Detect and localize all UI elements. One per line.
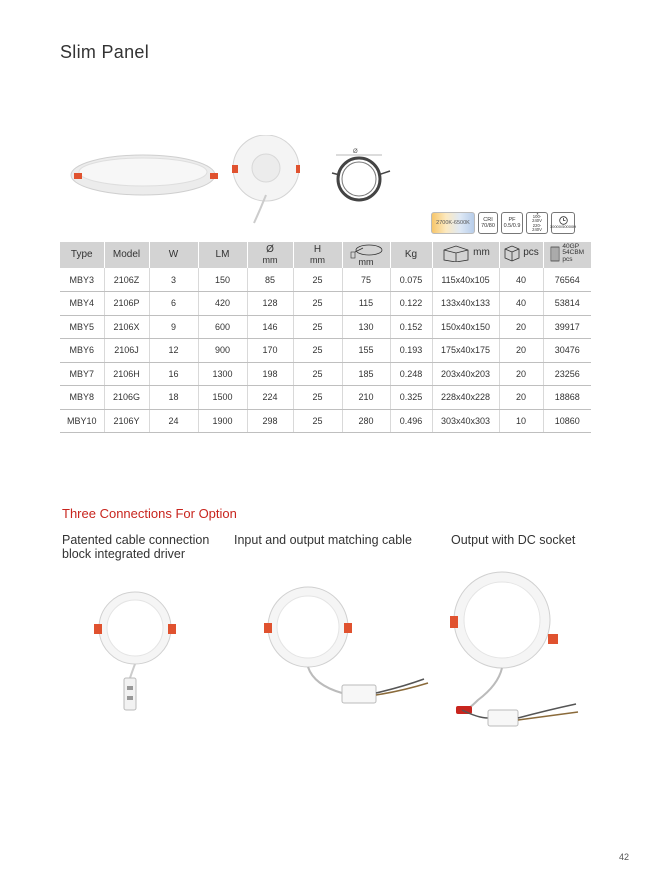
- cell-pcs: 20: [499, 386, 543, 410]
- container-54cbm: 54CBM: [562, 249, 585, 257]
- cell-carton: 150x40x150: [432, 315, 499, 339]
- cell-model: 2106H: [104, 362, 149, 386]
- cell-qty: 30476: [543, 339, 591, 363]
- header-weight: Kg: [390, 242, 432, 268]
- cell-qty: 23256: [543, 362, 591, 386]
- table-row: [60, 409, 591, 433]
- matching-cable-driver-image: [262, 585, 442, 715]
- cell-carton: 228x40x228: [432, 386, 499, 410]
- cell-model: 2106X: [104, 315, 149, 339]
- cell-model: 2106Z: [104, 268, 149, 292]
- cell-lm: 1500: [198, 386, 247, 410]
- cell-dia: 85: [247, 268, 293, 292]
- cell-carton: 303x40x303: [432, 409, 499, 433]
- cell-h: 25: [293, 315, 342, 339]
- cell-qty: 76564: [543, 268, 591, 292]
- table-row: [60, 268, 591, 292]
- cell-kg: 0.193: [390, 339, 432, 363]
- cell-cut: 75: [342, 268, 390, 292]
- cell-pcs: 20: [499, 362, 543, 386]
- cell-qty: 18868: [543, 386, 591, 410]
- container-40gp: 40GP: [562, 242, 580, 250]
- height-unit: mm: [310, 254, 325, 265]
- cell-kg: 0.248: [390, 362, 432, 386]
- header-type: Type: [60, 242, 104, 268]
- cell-w: 3: [149, 268, 198, 292]
- cell-type: MBY6: [60, 339, 104, 363]
- cell-pcs: 10: [499, 409, 543, 433]
- cell-h: 25: [293, 409, 342, 433]
- box-icon: [503, 244, 521, 262]
- cell-lm: 600: [198, 315, 247, 339]
- diameter-symbol: Ø: [266, 244, 274, 256]
- table-header-row: [60, 242, 591, 268]
- header-lumen: LM: [198, 242, 247, 268]
- cell-w: 12: [149, 339, 198, 363]
- cell-model: 2106J: [104, 339, 149, 363]
- header-watt: W: [149, 242, 198, 268]
- diameter-label: Ø: [353, 149, 358, 155]
- cell-cut: 155: [342, 339, 390, 363]
- cell-pcs: 20: [499, 339, 543, 363]
- cell-type: MBY4: [60, 292, 104, 316]
- cell-h: 25: [293, 386, 342, 410]
- container-icon: [550, 245, 560, 263]
- cell-dia: 146: [247, 315, 293, 339]
- voltage-badge: 100-240V 220-240V: [526, 212, 548, 234]
- cell-dia: 128: [247, 292, 293, 316]
- cell-qty: 39917: [543, 315, 591, 339]
- cable-connection-block-image: [80, 590, 190, 720]
- cell-dia: 198: [247, 362, 293, 386]
- cell-dia: 224: [247, 386, 293, 410]
- cell-type: MBY3: [60, 268, 104, 292]
- cell-cut: 280: [342, 409, 390, 433]
- cell-dia: 170: [247, 339, 293, 363]
- cell-model: 2106Y: [104, 409, 149, 433]
- lifetime-badge: 30000/50000H: [551, 212, 575, 234]
- cell-qty: 10860: [543, 409, 591, 433]
- height-symbol: H: [313, 244, 322, 256]
- connection-option-3-label: Output with DC socket: [451, 533, 576, 547]
- cell-type: MBY8: [60, 386, 104, 410]
- cell-h: 25: [293, 339, 342, 363]
- carton-unit: mm: [473, 247, 490, 258]
- cutout-unit: mm: [358, 257, 374, 268]
- cell-type: MBY7: [60, 362, 104, 386]
- cell-h: 25: [293, 362, 342, 386]
- cell-w: 9: [149, 315, 198, 339]
- connection-option-1-label: Patented cable connection block integrated driver: [62, 533, 210, 561]
- cell-cut: 185: [342, 362, 390, 386]
- spec-badges: [431, 212, 575, 234]
- cell-type: MBY5: [60, 315, 104, 339]
- cell-dia: 298: [247, 409, 293, 433]
- header-model: Model: [104, 242, 149, 268]
- cell-pcs: 40: [499, 292, 543, 316]
- cell-model: 2106G: [104, 386, 149, 410]
- table-row: [60, 339, 591, 363]
- cell-cut: 115: [342, 292, 390, 316]
- header-diameter: [247, 242, 293, 268]
- cell-lm: 900: [198, 339, 247, 363]
- table-row: [60, 386, 591, 410]
- diameter-unit: mm: [262, 254, 278, 265]
- cell-lm: 1300: [198, 362, 247, 386]
- connection-option-2-label: Input and output matching cable: [234, 533, 412, 547]
- cell-kg: 0.325: [390, 386, 432, 410]
- header-height: [293, 242, 342, 268]
- dc-socket-driver-image: [448, 570, 580, 730]
- table-row: [60, 315, 591, 339]
- carton-box-icon: [441, 244, 471, 262]
- cell-h: 25: [293, 268, 342, 292]
- cell-w: 24: [149, 409, 198, 433]
- cell-kg: 0.075: [390, 268, 432, 292]
- header-carton-size: [432, 242, 499, 268]
- cell-kg: 0.122: [390, 292, 432, 316]
- pf-badge: PF 0.5/0.9: [501, 212, 523, 234]
- cell-lm: 1900: [198, 409, 247, 433]
- cell-w: 16: [149, 362, 198, 386]
- cell-carton: 175x40x175: [432, 339, 499, 363]
- container-pcs: pcs: [562, 255, 573, 263]
- cell-h: 25: [293, 292, 342, 316]
- header-cutout: [342, 242, 390, 268]
- table-row: [60, 362, 591, 386]
- cell-w: 18: [149, 386, 198, 410]
- cell-w: 6: [149, 292, 198, 316]
- table-row: [60, 292, 591, 316]
- header-container-qty: [543, 242, 591, 268]
- cell-lm: 150: [198, 268, 247, 292]
- cell-model: 2106P: [104, 292, 149, 316]
- connections-section-title: Three Connections For Option: [62, 506, 237, 521]
- spec-table: [60, 242, 591, 433]
- cell-cut: 210: [342, 386, 390, 410]
- header-pcs: [499, 242, 543, 268]
- dimension-drawing: [328, 143, 398, 205]
- cell-kg: 0.496: [390, 409, 432, 433]
- cct-badge: 2700K-6500K: [431, 212, 475, 234]
- cell-type: MBY10: [60, 409, 104, 433]
- slim-panel-product-image: [70, 135, 300, 225]
- cell-carton: 203x40x203: [432, 362, 499, 386]
- cell-pcs: 20: [499, 315, 543, 339]
- cell-lm: 420: [198, 292, 247, 316]
- page-title: Slim Panel: [60, 42, 150, 62]
- cell-kg: 0.152: [390, 315, 432, 339]
- cri-badge: CRI 70/80: [478, 212, 498, 234]
- cell-cut: 130: [342, 315, 390, 339]
- cell-carton: 133x40x133: [432, 292, 499, 316]
- cell-pcs: 40: [499, 268, 543, 292]
- cell-qty: 53814: [543, 292, 591, 316]
- pcs-unit: pcs: [523, 247, 539, 258]
- cell-carton: 115x40x105: [432, 268, 499, 292]
- page-number: 42: [619, 852, 630, 862]
